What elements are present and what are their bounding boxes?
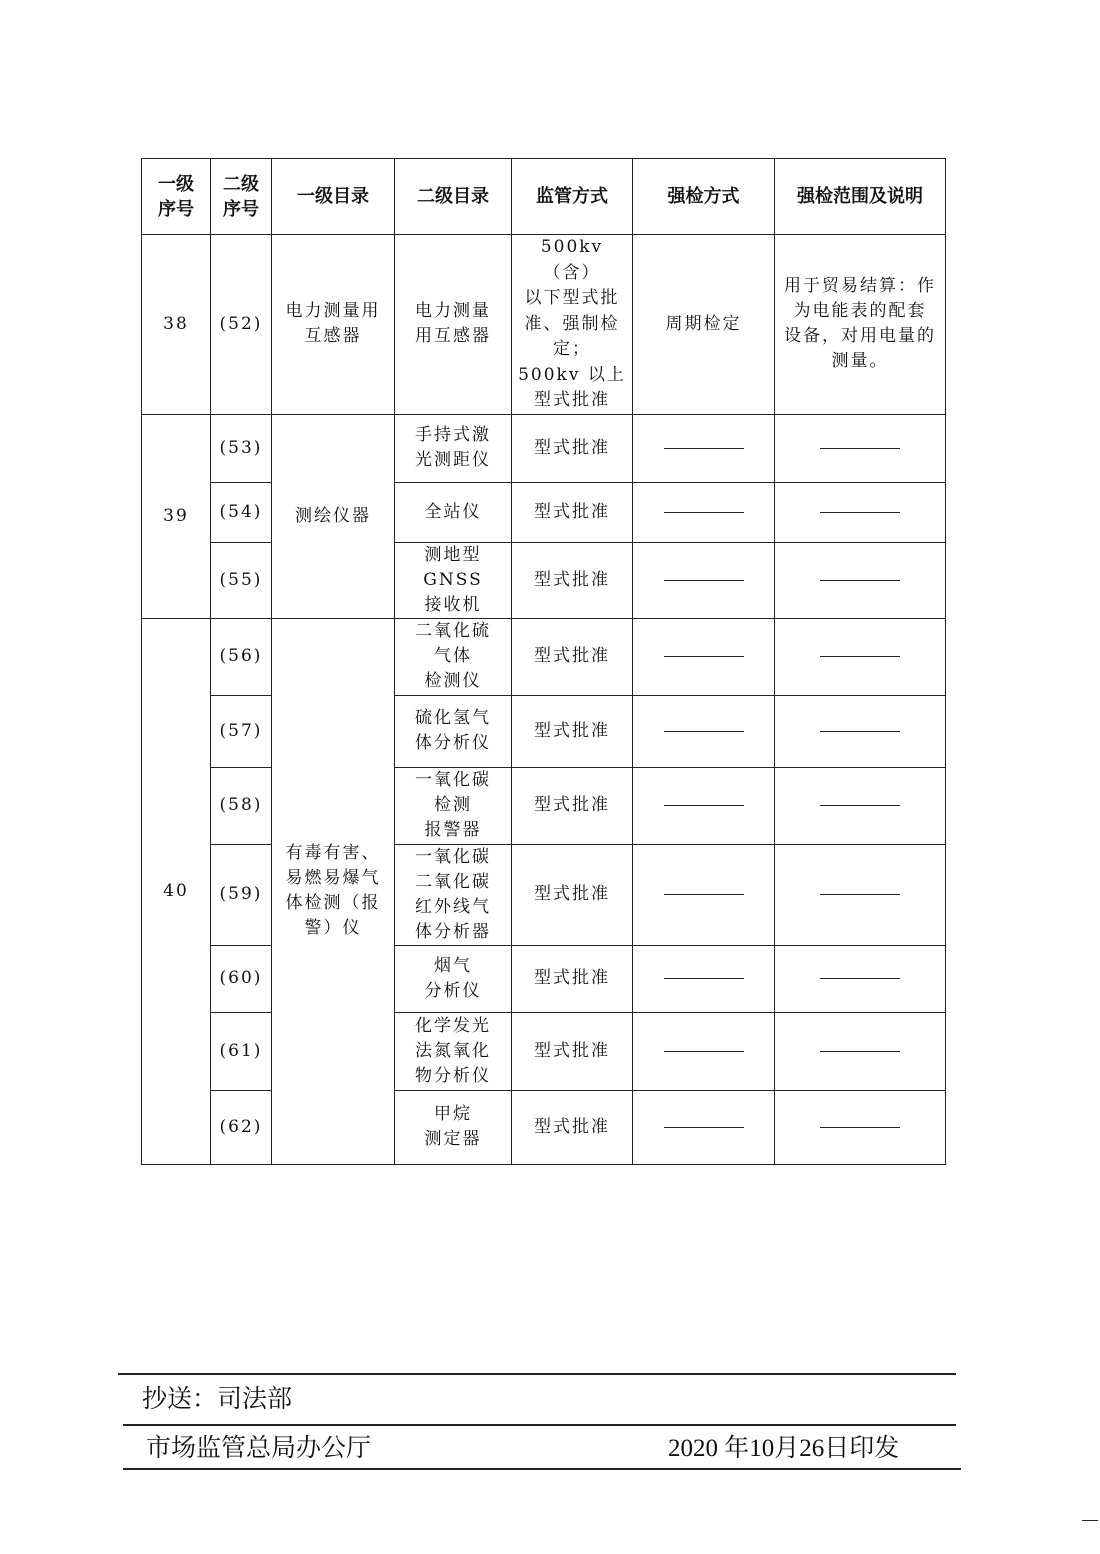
empty-dash	[664, 512, 744, 513]
second-no-cell: (58)	[211, 767, 272, 844]
supervision-cell: 型式批准	[512, 695, 633, 767]
inspection-cell	[633, 767, 775, 844]
scope-cell	[775, 618, 946, 695]
table-row	[142, 767, 946, 844]
second-no-cell: (60)	[211, 945, 272, 1012]
inspection-cell	[633, 414, 775, 482]
scope-cell	[775, 414, 946, 482]
scope-cell	[775, 767, 946, 844]
second-category-cell: 手持式激 光测距仪	[395, 414, 512, 482]
footer-rule-bottom	[123, 1468, 961, 1470]
header-row	[142, 159, 946, 235]
inspection-cell	[633, 945, 775, 1012]
issue-date: 2020 年10月26日印发	[668, 1435, 900, 1462]
table-row	[142, 695, 946, 767]
scope-cell	[775, 542, 946, 618]
empty-dash	[664, 805, 744, 806]
inspection-cell	[633, 695, 775, 767]
second-category-cell: 烟气 分析仪	[395, 945, 512, 1012]
first-no-cell: 39	[142, 414, 211, 618]
cc-recipient: 司法部	[217, 1386, 293, 1413]
first-no-cell: 40	[142, 618, 211, 1164]
inspection-cell	[633, 844, 775, 945]
first-category-cell: 测绘仪器	[272, 414, 395, 618]
first-category-cell: 电力测量用 互感器	[272, 235, 395, 415]
header-scope: 强检范围及说明	[775, 159, 946, 235]
second-category-cell: 一氧化碳 检测 报警器	[395, 767, 512, 844]
header-second-no: 二级 序号	[211, 159, 272, 235]
inspection-cell	[633, 1012, 775, 1090]
table-row	[142, 1090, 946, 1164]
supervision-cell: 型式批准	[512, 618, 633, 695]
empty-dash	[820, 656, 900, 657]
header-first-category: 一级目录	[272, 159, 395, 235]
table-row	[142, 618, 946, 695]
second-no-cell: (55)	[211, 542, 272, 618]
supervision-cell: 型式批准	[512, 1090, 633, 1164]
second-category-cell: 全站仪	[395, 482, 512, 542]
scope-cell	[775, 945, 946, 1012]
empty-dash	[664, 448, 744, 449]
empty-dash	[820, 580, 900, 581]
empty-dash	[664, 894, 744, 895]
empty-dash	[820, 1127, 900, 1128]
table-row	[142, 945, 946, 1012]
header-supervision: 监管方式	[512, 159, 633, 235]
empty-dash	[820, 805, 900, 806]
issuer: 市场监管总局办公厅	[146, 1435, 372, 1462]
second-category-cell: 测地型 GNSS 接收机	[395, 542, 512, 618]
first-no-cell: 38	[142, 235, 211, 415]
second-no-cell: (57)	[211, 695, 272, 767]
supervision-cell: 型式批准	[512, 945, 633, 1012]
second-category-cell: 硫化氢气 体分析仪	[395, 695, 512, 767]
second-no-cell: (52)	[211, 235, 272, 415]
empty-dash	[664, 580, 744, 581]
footer-rule-top	[118, 1373, 956, 1375]
second-no-cell: (54)	[211, 482, 272, 542]
empty-dash	[664, 731, 744, 732]
second-no-cell: (59)	[211, 844, 272, 945]
inspection-cell	[633, 1090, 775, 1164]
cc-label: 抄送：	[142, 1386, 218, 1413]
table-row	[142, 414, 946, 482]
scope-cell	[775, 695, 946, 767]
header-second-category: 二级目录	[395, 159, 512, 235]
scope-cell	[775, 1090, 946, 1164]
scope-cell	[775, 1012, 946, 1090]
empty-dash	[820, 1051, 900, 1052]
header-inspection: 强检方式	[633, 159, 775, 235]
second-category-cell: 电力测量 用互感器	[395, 235, 512, 415]
empty-dash	[820, 512, 900, 513]
empty-dash	[820, 894, 900, 895]
scope-cell	[775, 844, 946, 945]
empty-dash	[664, 656, 744, 657]
supervision-cell: 型式批准	[512, 542, 633, 618]
footer-rule-middle	[123, 1424, 956, 1426]
second-category-cell: 甲烷 测定器	[395, 1090, 512, 1164]
supervision-cell: 型式批准	[512, 482, 633, 542]
table-row	[142, 482, 946, 542]
second-no-cell: (61)	[211, 1012, 272, 1090]
empty-dash	[664, 1051, 744, 1052]
first-category-cell: 有毒有害、 易燃易爆气 体检测（报 警）仪	[272, 618, 395, 1164]
supervision-cell: 500kv（含） 以下型式批 准、强制检 定； 500kv 以上 型式批准	[512, 235, 633, 415]
empty-dash	[820, 978, 900, 979]
catalog-table	[141, 158, 946, 1165]
page-mark	[1082, 1520, 1098, 1521]
second-category-cell: 一氧化碳 二氧化碳 红外线气 体分析器	[395, 844, 512, 945]
second-no-cell: (53)	[211, 414, 272, 482]
second-no-cell: (62)	[211, 1090, 272, 1164]
table-row	[142, 542, 946, 618]
cc-line	[142, 1385, 292, 1415]
empty-dash	[664, 1127, 744, 1128]
table-row	[142, 844, 946, 945]
supervision-cell: 型式批准	[512, 844, 633, 945]
scope-cell: 用于贸易结算：作 为电能表的配套 设备，对用电量的 测量。	[775, 235, 946, 415]
empty-dash	[664, 978, 744, 979]
empty-dash	[820, 731, 900, 732]
table-row	[142, 1012, 946, 1090]
supervision-cell: 型式批准	[512, 414, 633, 482]
empty-dash	[820, 448, 900, 449]
header-first-no: 一级 序号	[142, 159, 211, 235]
inspection-cell: 周期检定	[633, 235, 775, 415]
supervision-cell: 型式批准	[512, 1012, 633, 1090]
inspection-cell	[633, 618, 775, 695]
scope-cell	[775, 482, 946, 542]
second-no-cell: (56)	[211, 618, 272, 695]
table-row	[142, 235, 946, 415]
second-category-cell: 二氧化硫 气体 检测仪	[395, 618, 512, 695]
inspection-cell	[633, 482, 775, 542]
second-category-cell: 化学发光 法氮氧化 物分析仪	[395, 1012, 512, 1090]
supervision-cell: 型式批准	[512, 767, 633, 844]
inspection-cell	[633, 542, 775, 618]
